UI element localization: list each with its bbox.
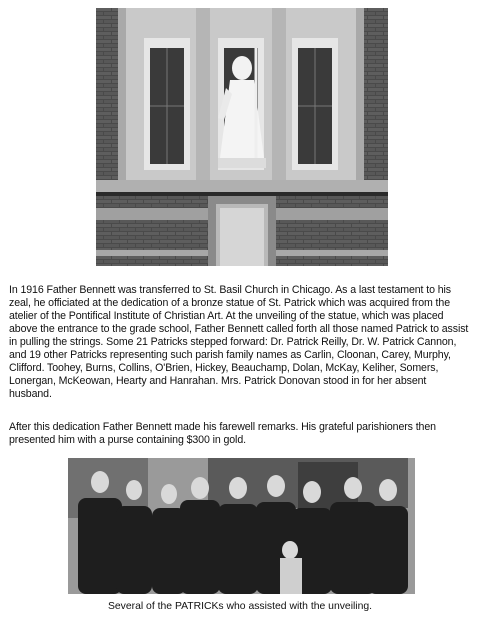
paragraph-dedication: In 1916 Father Bennett was transferred to St. Basil Church in Chicago. As a last testament to his zeal, he officiated at the dedication of a bronze statue of St. Patrick which was acquired from the atelier of the Pontifical Institute of Christian Art. At the unveiling of the statue, which was placed above the entrance to the grade school, Father Bennett called forth all those named Patrick to assist in pulling the strings. Some 21 Patricks stepped forward: Dr. Patrick Reilly, Dr. W. Patrick Cannon, and 19 other Patricks representing such parish family names as Carlin, Cloonan, Carey, Murphy, Clifford. Toohey, Burns, Collins, O'Brien, Hickey, Beauchamp, Dolan, McKay, Keliher, Somers, Lonergan, McKeowan, Hearty and Hanrahan. Mrs. Patrick Donovan stood in for her absent husband.	[9, 283, 469, 401]
group-photo-drawing	[68, 458, 415, 594]
statue-photo	[96, 8, 388, 266]
photo-caption: Several of the PATRICKs who assisted with the unveiling.	[107, 601, 373, 612]
group-photo	[68, 458, 415, 594]
paragraph-farewell: After this dedication Father Bennett made his farewell remarks. His grateful parishioners then presented him with a purse containing $300 in gold.	[9, 420, 436, 446]
statue-photo-drawing	[96, 8, 388, 266]
